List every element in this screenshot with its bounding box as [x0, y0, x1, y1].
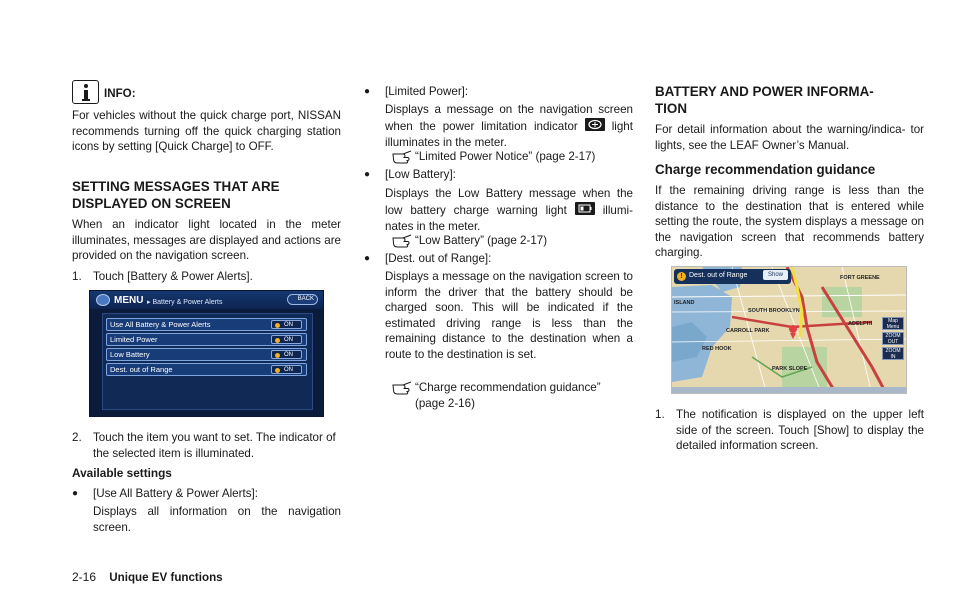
map-label: CARROLL PARK [726, 328, 770, 334]
map-label: FORT GREENE [840, 275, 880, 281]
menu-row-dest-out-of-range[interactable]: Dest. out of Range ON [106, 363, 307, 376]
menu-row-limited-power[interactable]: Limited Power ON [106, 333, 307, 346]
reference-pointer-icon [391, 381, 415, 395]
reference-pointer-icon [391, 234, 415, 248]
zoom-out-button[interactable]: ZOOM OUT [882, 332, 904, 345]
charge-step-1: 1. The notification is displayed on the upper left side of the screen. Touch [Show] to display the detailed information screen. [655, 408, 924, 453]
on-indicator: ON [271, 320, 302, 329]
menu-row-use-all-alerts[interactable]: Use All Battery & Power Alerts ON [106, 318, 307, 331]
info-icon [72, 80, 99, 104]
ref-low-battery[interactable]: “Low Battery” (page 2-17) [391, 233, 633, 249]
info-label: INFO: [104, 87, 136, 101]
zoom-in-button[interactable]: ZOOM IN [882, 347, 904, 360]
show-button[interactable]: Show [763, 270, 788, 280]
map-label: SOUTH BROOKLYN [748, 308, 800, 314]
info-box [72, 80, 136, 104]
bullet-limited-power-text: Displays a message on the navigation screen when the power limitation indicator light illuminates in the meter. [385, 103, 633, 150]
section-heading-setting-messages: SETTING MESSAGES THAT ARE DISPLAYED ON SCREEN [72, 179, 280, 211]
battery-alerts-menu-screenshot [89, 290, 324, 417]
step-1: 1. Touch [Battery & Power Alerts]. [72, 270, 253, 283]
reference-pointer-icon [391, 150, 415, 164]
map-label: ISLAND [674, 300, 695, 306]
warning-icon: ! [677, 272, 686, 281]
nissan-logo-icon [96, 294, 110, 306]
menu-row-low-battery[interactable]: Low Battery ON [106, 348, 307, 361]
ref-limited-power-notice[interactable]: “Limited Power Notice” (page 2-17) [391, 149, 633, 165]
indicator-light-icon [275, 368, 280, 373]
map-label: RED HOOK [702, 346, 732, 352]
low-battery-warning-icon [575, 202, 595, 220]
charge-recommendation-heading: Charge recommendation guidance [655, 162, 876, 177]
dest-out-of-range-notification: ! Dest. out of Range [674, 269, 791, 284]
indicator-light-icon [275, 353, 280, 358]
section-heading-battery-power-info: BATTERY AND POWER INFORMA- TION [655, 84, 874, 116]
bullet-use-all-alerts-text: Displays all information on the navigation screen. [93, 505, 341, 534]
back-button[interactable]: BACK [287, 294, 318, 305]
battery-power-info-text: For detail information about the warning/indica- tor lights, see the LEAF Owner’s Manual. [655, 123, 924, 152]
page-footer [72, 570, 223, 586]
bullet-limited-power: ● [Limited Power]: [364, 85, 469, 98]
step-2: 2. Touch the item you want to set. The indicator of the selected item is illuminated. [72, 431, 336, 460]
power-limitation-indicator-icon [585, 118, 605, 136]
on-indicator: ON [271, 365, 302, 374]
navigation-map-screenshot [671, 266, 907, 394]
charge-recommendation-text: If the remaining driving range is less than the distance to the destination that is entered while setting the route, the system displays a message on the navigation screen that recommends battery charging. [655, 184, 924, 260]
on-indicator: ON [271, 350, 302, 359]
info-text: For vehicles without the quick charge port, NISSAN recommends turning off the quick charging station icons by setting [Quick Charge] to OFF. [72, 109, 341, 154]
on-indicator: ON [271, 335, 302, 344]
menu-title: MENU [114, 295, 144, 306]
page-number: 2-16 [72, 570, 97, 584]
bullet-low-battery: ● [Low Battery]: [364, 168, 456, 181]
map-menu-button[interactable]: Map Menu [882, 317, 904, 330]
available-settings-heading: Available settings [72, 466, 172, 480]
chapter-title: Unique EV functions [109, 571, 223, 584]
bullet-dest-out-of-range-text: Displays a message on the navigation screen to inform the driver that the battery should be charged soon. This will be indicated if the estimated driving range is less than the remaining distance to the destination when a route to the destination is set. [385, 270, 633, 361]
bullet-use-all-alerts: ● [Use All Battery & Power Alerts]: [72, 487, 258, 500]
bullet-low-battery-text: Displays the Low Battery message when the low battery charge warning light illumi- nates in the meter. [385, 187, 633, 234]
map-label: ADELPHI [848, 321, 873, 327]
menu-breadcrumb: ▸ Battery & Power Alerts [147, 299, 223, 306]
map-side-buttons [882, 317, 904, 362]
indicator-light-icon [275, 338, 280, 343]
bullet-dest-out-of-range: ● [Dest. out of Range]: [364, 252, 492, 265]
indicator-light-icon [275, 323, 280, 328]
section-intro: When an indicator light located in the meter illuminates, messages are displayed and actions are provided on the navigation screen. [72, 218, 341, 263]
ref-charge-recommendation[interactable]: “Charge recommendation guidance” (page 2-16) [391, 380, 633, 411]
map-label: PARK SLOPE [772, 366, 808, 372]
